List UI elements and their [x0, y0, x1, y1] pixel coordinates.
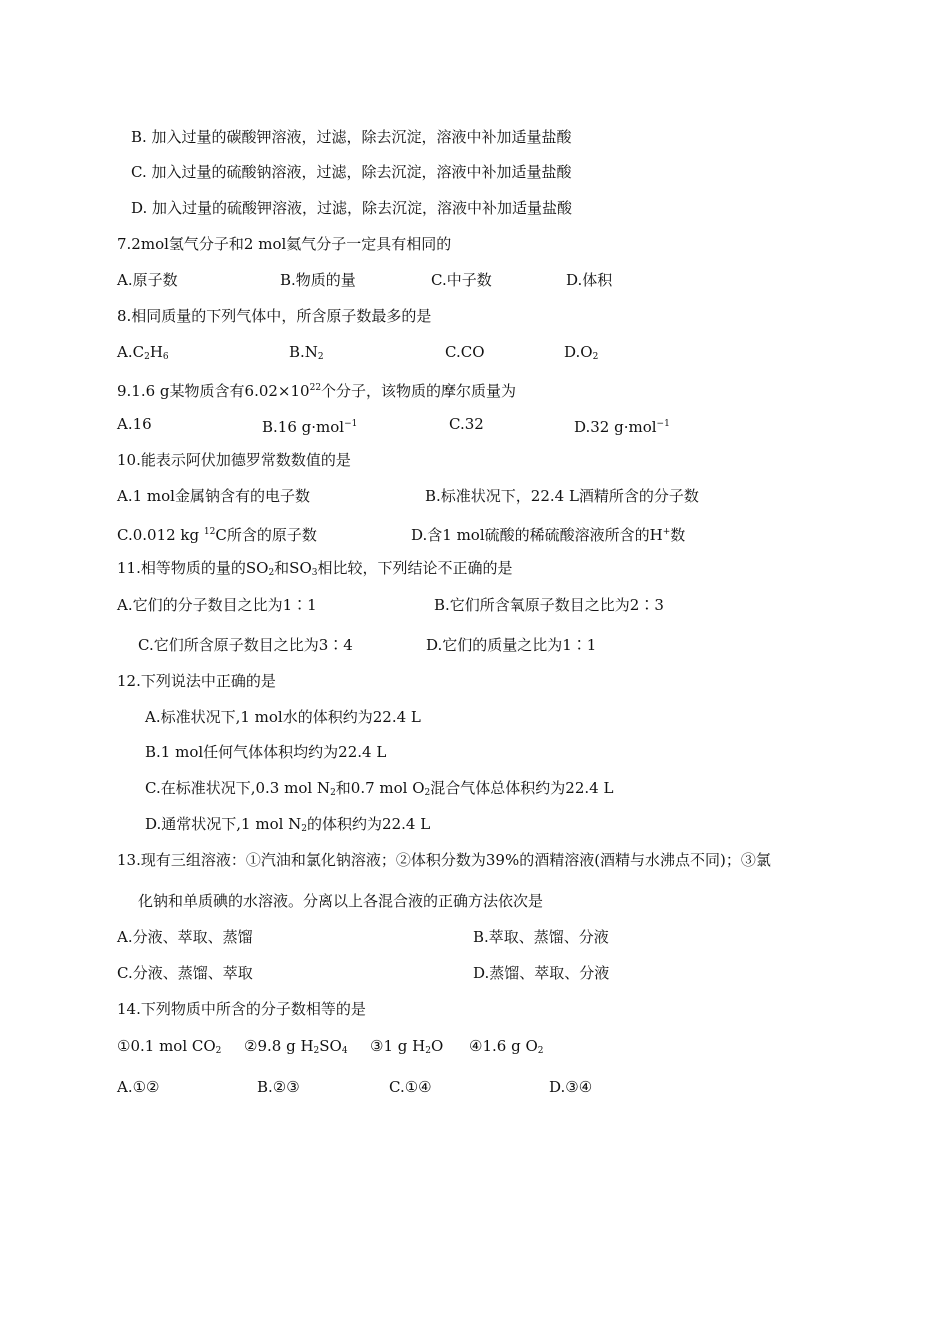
q14-option-c: C.①④: [389, 1078, 432, 1096]
q8-option-d: $D.O_2$: [564, 343, 599, 362]
q11-stem: 11.相等物质的量的$SO_2$和$SO_3$相比较，下列结论不正确的是: [117, 559, 513, 578]
q10-stem: 10.能表示阿伏加德罗常数数值的是: [117, 451, 351, 469]
q14-stem: 14.下列物质中所含的分子数相等的是: [117, 1000, 366, 1018]
q12-option-a: A.标准状况下,1 mol水的体积约为22.4 L: [145, 708, 421, 726]
q7-option-d: D.体积: [566, 271, 613, 289]
q14-item-1: ①0.1 mol $CO_2$: [117, 1037, 222, 1056]
q11-option-b: B.它们所含氧原子数目之比为2∶3: [434, 596, 664, 614]
q14-item-4: ④1.6 g $O_2$: [469, 1037, 544, 1056]
q9-option-a: A.16: [117, 415, 152, 433]
q12-stem: 12.下列说法中正确的是: [117, 672, 276, 690]
q8-stem: 8.相同质量的下列气体中，所含原子数最多的是: [117, 307, 432, 325]
q12-option-c: C.在标准状况下,0.3 mol $N_2$和0.7 mol $O_2$混合气体总体积约为22.4 L: [145, 779, 614, 798]
q10-option-a: A.1 mol金属钠含有的电子数: [117, 487, 310, 505]
q13-stem-line1: 13.现有三组溶液：①汽油和氯化钠溶液；②体积分数为39%的酒精溶液(酒精与水沸点不同)；③氯: [117, 851, 771, 869]
q10-option-b: B.标准状况下，22.4 L酒精所含的分子数: [425, 487, 699, 505]
q14-option-a: A.①②: [117, 1078, 160, 1096]
q8-option-a: $A.C_2H_6$: [117, 343, 169, 362]
q7-option-a: A.原子数: [117, 271, 178, 289]
q11-option-d: D.它们的质量之比为1∶1: [426, 636, 597, 654]
q13-option-a: A.分液、萃取、蒸馏: [117, 928, 253, 946]
q12-option-b: B.1 mol任何气体体积均约为22.4 L: [145, 743, 387, 761]
q7-stem: 7.2mol氢气分子和2 mol氦气分子一定具有相同的: [117, 235, 452, 253]
q11-option-c: C.它们所含原子数目之比为3∶4: [138, 636, 353, 654]
q14-option-d: D.③④: [549, 1078, 593, 1096]
q7-option-c: C.中子数: [431, 271, 492, 289]
q12-option-d: D.通常状况下,1 mol $N_2$的体积约为22.4 L: [145, 815, 431, 834]
q11-option-a: A.它们的分子数目之比为1∶1: [117, 596, 317, 614]
q13-stem-line2: 化钠和单质碘的水溶液。分离以上各混合液的正确方法依次是: [138, 892, 544, 910]
q9-option-d: D.32 g·mol$^{-1}$: [574, 418, 670, 436]
q13-option-b: B.萃取、蒸馏、分液: [473, 928, 609, 946]
q10-option-c: C.0.012 kg $^{12}$C所含的原子数: [117, 526, 317, 544]
q13-option-d: D.蒸馏、萃取、分液: [473, 964, 610, 982]
q9-stem: 9.1.6 g某物质含有$6.02\times 10^{22}$个分子，该物质的摩尔质量为: [117, 382, 517, 400]
q6-option-d: D. 加入过量的硫酸钾溶液，过滤，除去沉淀，溶液中补加适量盐酸: [131, 199, 573, 217]
q14-option-b: B.②③: [257, 1078, 300, 1096]
q9-option-b: B.16 g·mol$^{-1}$: [262, 418, 358, 436]
q14-item-2: ②9.8 g $H_2SO_4$: [244, 1037, 348, 1056]
q6-option-c: C. 加入过量的硫酸钠溶液，过滤，除去沉淀，溶液中补加适量盐酸: [131, 163, 572, 181]
q10-option-d: D.含1 mol硫酸的稀硫酸溶液所含的H+数: [411, 526, 686, 544]
q6-option-b: B. 加入过量的碳酸钾溶液，过滤，除去沉淀，溶液中补加适量盐酸: [131, 128, 572, 146]
q8-option-b: $B.N_2$: [289, 343, 324, 362]
q7-option-b: B.物质的量: [280, 271, 356, 289]
q14-item-3: ③1 g $H_2O$: [370, 1037, 444, 1056]
q8-option-c: C.CO: [445, 343, 485, 361]
q13-option-c: C.分液、蒸馏、萃取: [117, 964, 253, 982]
q9-option-c: C.32: [449, 415, 484, 433]
